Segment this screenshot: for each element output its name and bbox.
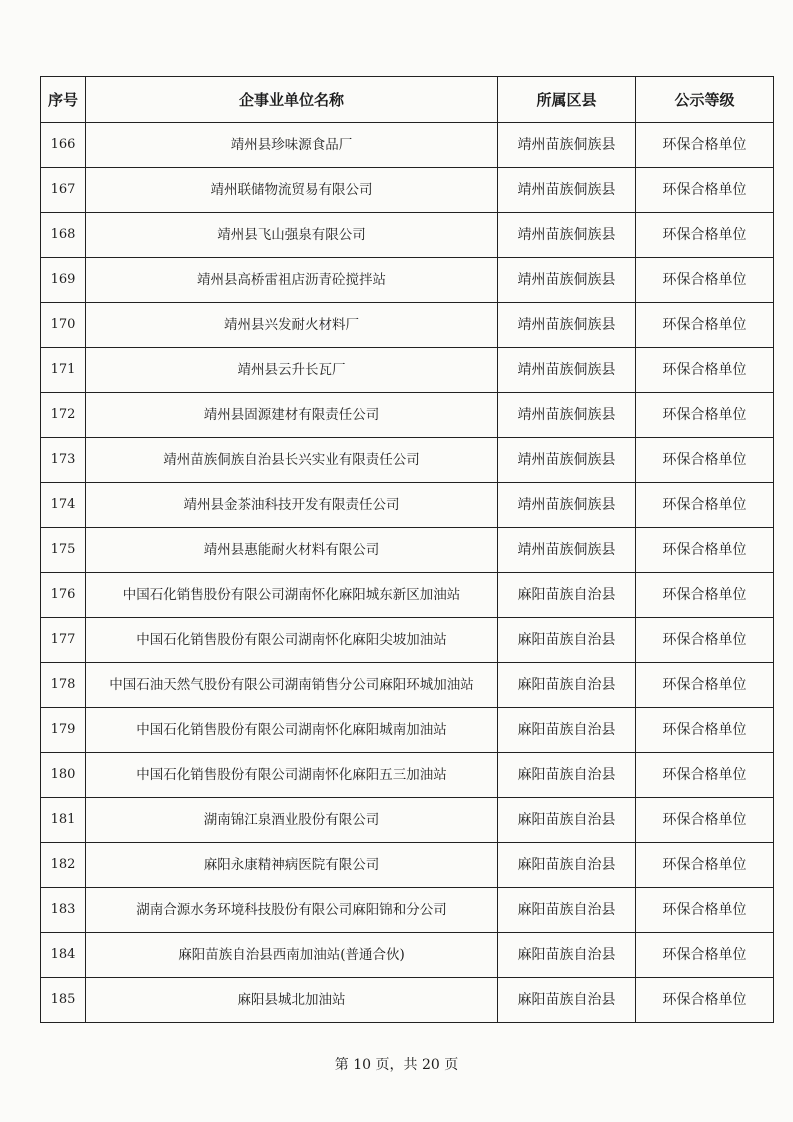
cell-enterprise-name: 靖州联储物流贸易有限公司 [86,168,498,213]
cell-county: 麻阳苗族自治县 [498,753,636,798]
cell-enterprise-name: 靖州县珍味源食品厂 [86,123,498,168]
cell-grade: 环保合格单位 [636,843,774,888]
cell-serial-number: 176 [41,573,86,618]
cell-grade: 环保合格单位 [636,888,774,933]
cell-enterprise-name: 靖州县惠能耐火材料有限公司 [86,528,498,573]
cell-grade: 环保合格单位 [636,663,774,708]
cell-serial-number: 185 [41,978,86,1023]
cell-enterprise-name: 中国石化销售股份有限公司湖南怀化麻阳尖坡加油站 [86,618,498,663]
cell-serial-number: 171 [41,348,86,393]
table-row [41,618,774,663]
cell-grade: 环保合格单位 [636,618,774,663]
cell-serial-number: 170 [41,303,86,348]
table-row [41,303,774,348]
cell-serial-number: 182 [41,843,86,888]
table-row [41,348,774,393]
cell-grade: 环保合格单位 [636,438,774,483]
cell-enterprise-name: 靖州县兴发耐火材料厂 [86,303,498,348]
page-footer: 第 10 页，共 20 页 [334,1057,459,1073]
cell-serial-number: 174 [41,483,86,528]
cell-serial-number: 166 [41,123,86,168]
cell-grade: 环保合格单位 [636,528,774,573]
cell-enterprise-name: 靖州县金茶油科技开发有限责任公司 [86,483,498,528]
cell-grade: 环保合格单位 [636,168,774,213]
table-row [41,798,774,843]
table-row [41,528,774,573]
cell-county: 麻阳苗族自治县 [498,573,636,618]
cell-enterprise-name: 靖州苗族侗族自治县长兴实业有限责任公司 [86,438,498,483]
header-grade: 公示等级 [636,77,774,123]
table-row [41,708,774,753]
table-row [41,888,774,933]
cell-serial-number: 184 [41,933,86,978]
cell-enterprise-name: 靖州县云升长瓦厂 [86,348,498,393]
enterprise-table [40,76,774,1023]
table-row [41,213,774,258]
cell-enterprise-name: 中国石化销售股份有限公司湖南怀化麻阳五三加油站 [86,753,498,798]
cell-county: 靖州苗族侗族县 [498,258,636,303]
cell-serial-number: 180 [41,753,86,798]
cell-grade: 环保合格单位 [636,798,774,843]
cell-grade: 环保合格单位 [636,213,774,258]
table-row [41,573,774,618]
cell-grade: 环保合格单位 [636,123,774,168]
table-row [41,933,774,978]
cell-serial-number: 183 [41,888,86,933]
table-row [41,753,774,798]
cell-enterprise-name: 湖南合源水务环境科技股份有限公司麻阳锦和分公司 [86,888,498,933]
cell-grade: 环保合格单位 [636,933,774,978]
cell-county: 麻阳苗族自治县 [498,933,636,978]
cell-county: 靖州苗族侗族县 [498,348,636,393]
cell-county: 靖州苗族侗族县 [498,303,636,348]
cell-enterprise-name: 麻阳苗族自治县西南加油站(普通合伙) [86,933,498,978]
cell-serial-number: 168 [41,213,86,258]
cell-county: 麻阳苗族自治县 [498,888,636,933]
cell-enterprise-name: 中国石油天然气股份有限公司湖南销售分公司麻阳环城加油站 [86,663,498,708]
cell-county: 靖州苗族侗族县 [498,213,636,258]
cell-county: 靖州苗族侗族县 [498,393,636,438]
cell-grade: 环保合格单位 [636,753,774,798]
cell-grade: 环保合格单位 [636,348,774,393]
header-enterprise-name: 企事业单位名称 [86,77,498,123]
cell-serial-number: 172 [41,393,86,438]
cell-county: 麻阳苗族自治县 [498,663,636,708]
table-row [41,663,774,708]
table-row [41,978,774,1023]
table-row [41,258,774,303]
cell-county: 麻阳苗族自治县 [498,978,636,1023]
table-row [41,438,774,483]
cell-grade: 环保合格单位 [636,483,774,528]
cell-enterprise-name: 中国石化销售股份有限公司湖南怀化麻阳城东新区加油站 [86,573,498,618]
cell-serial-number: 167 [41,168,86,213]
table-header-row [41,77,774,123]
cell-serial-number: 173 [41,438,86,483]
cell-enterprise-name: 麻阳永康精神病医院有限公司 [86,843,498,888]
cell-county: 靖州苗族侗族县 [498,123,636,168]
cell-enterprise-name: 靖州县固源建材有限责任公司 [86,393,498,438]
table-row [41,843,774,888]
cell-enterprise-name: 靖州县高桥雷祖店沥青砼搅拌站 [86,258,498,303]
cell-serial-number: 179 [41,708,86,753]
cell-county: 靖州苗族侗族县 [498,528,636,573]
cell-county: 靖州苗族侗族县 [498,438,636,483]
table-body [41,123,774,1023]
cell-enterprise-name: 中国石化销售股份有限公司湖南怀化麻阳城南加油站 [86,708,498,753]
cell-county: 靖州苗族侗族县 [498,168,636,213]
cell-serial-number: 177 [41,618,86,663]
cell-enterprise-name: 靖州县飞山强泉有限公司 [86,213,498,258]
cell-enterprise-name: 麻阳县城北加油站 [86,978,498,1023]
cell-enterprise-name: 湖南锦江泉酒业股份有限公司 [86,798,498,843]
cell-grade: 环保合格单位 [636,978,774,1023]
table-row [41,393,774,438]
cell-grade: 环保合格单位 [636,303,774,348]
cell-serial-number: 175 [41,528,86,573]
header-serial-number: 序号 [41,77,86,123]
header-county: 所属区县 [498,77,636,123]
cell-county: 麻阳苗族自治县 [498,618,636,663]
cell-county: 麻阳苗族自治县 [498,798,636,843]
cell-grade: 环保合格单位 [636,573,774,618]
table-row [41,168,774,213]
cell-serial-number: 178 [41,663,86,708]
cell-grade: 环保合格单位 [636,393,774,438]
cell-county: 麻阳苗族自治县 [498,708,636,753]
cell-serial-number: 169 [41,258,86,303]
cell-county: 靖州苗族侗族县 [498,483,636,528]
table-row [41,483,774,528]
cell-serial-number: 181 [41,798,86,843]
cell-grade: 环保合格单位 [636,708,774,753]
cell-grade: 环保合格单位 [636,258,774,303]
cell-county: 麻阳苗族自治县 [498,843,636,888]
table-row [41,123,774,168]
